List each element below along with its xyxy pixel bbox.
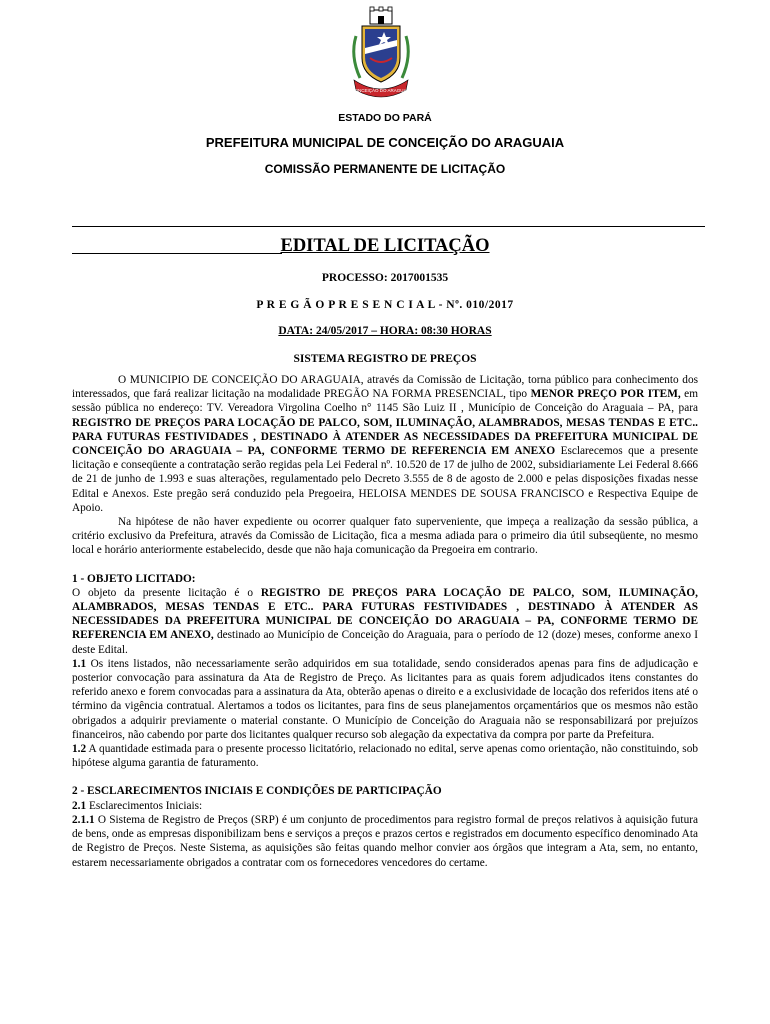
processo-number: PROCESSO: 2017001535 <box>321 272 449 284</box>
clause-2-1: 2.1 Esclarecimentos Iniciais: <box>72 799 203 812</box>
municipal-crest-logo <box>348 6 414 104</box>
session-date: DATA: 24/05/2017 – HORA: 08:30 HORAS <box>278 325 492 337</box>
pregao-number: P R E G Ã O P R E S E N C I A L - Nº. 010/2017 <box>256 299 514 311</box>
sistema-heading: SISTEMA REGISTRO DE PREÇOS <box>293 353 477 365</box>
prefeitura-name: PREFEITURA MUNICIPAL DE CONCEIÇÃO DO ARAGUAIA <box>205 135 565 150</box>
section-1-heading: 1 - OBJETO LICITADO: <box>72 572 196 585</box>
clause-1-2: 1.2 A quantidade estimada para o presente processo licitatório, relacionado no edital, serve apenas como orientação, não constituindo, sob hipótese alguma garantia de faturamento. <box>72 743 698 770</box>
clause-2-1-1: 2.1.1 O Sistema de Registro de Preços (SRP) é um conjunto de procedimentos para registro formal de preços relativos à aquisição futura de bens, onde as empresas disponibilizam bens e serviços a preços e prazos certos e registrados em documento específico denominado Ata de Registro de Preços. Neste Sistema, as aquisições são feitas quando melhor convier aos órgãos que integram a Ata, sem, no entanto, estarem necessariamente obrigados a contratar com os fornecedores vencedores do certame. <box>72 813 698 869</box>
header-divider <box>72 226 705 227</box>
document-title: EDITAL DE LICITAÇÃO <box>280 236 490 256</box>
state-name: ESTADO DO PARÁ <box>338 112 432 124</box>
document-body <box>72 373 698 870</box>
comissao-name: COMISSÃO PERMANENTE DE LICITAÇÃO <box>264 162 506 176</box>
postponement-paragraph: Na hipótese de não haver expediente ou ocorrer qualquer fato superveniente, que impeça a realização da sessão pública, a critério exclusivo da Prefeitura, através da Comissão de Licitação, fica a mesma adiada para o primeiro dia útil subseqüente, no mesmo local e horário anteriormente estabelecido, desde que não haja comunicação da Pregoeira em contrario. <box>72 516 698 557</box>
section-2-heading: 2 - ESCLARECIMENTOS INICIAIS E CONDIÇÕES DE PARTICIPAÇÃO <box>72 785 442 798</box>
svg-text:CONCEIÇÃO DO ARAGUAIA: CONCEIÇÃO DO ARAGUAIA <box>351 88 411 93</box>
section-1-object: O objeto da presente licitação é o REGISTRO DE PREÇOS PARA LOCAÇÃO DE PALCO, SOM, ILUMINAÇÃO, ALAMBRADOS, MESAS TENDAS E ETC.. PARA FUTURAS FESTIVIDADES , DESTINADO À ATENDER AS NECESSIDADES DA PREFEITURA MUNICIPAL DE CONCEIÇÃO DO ARAGUAIA – PA, CONFORME TERMO DE REFERENCIA EM ANEXO, destinado ao Município de Conceição do Araguaia, para o período de 12 (doze) meses, conforme anexo I deste Edital. <box>72 586 698 656</box>
crown-icon <box>370 7 392 24</box>
intro-paragraph: O MUNICIPIO DE CONCEIÇÃO DO ARAGUAIA, através da Comissão de Licitação, torna público para conhecimento dos interessados, que fará realizar licitação na modalidade PREGÃO NA FORMA PRESENCIAL, tipo MENOR PREÇO POR ITEM, em sessão pública no endereço: TV. Vereadora Virgolina Coelho n° 1145 São Luiz II , Município de Conceição do Araguaia – PA, para REGISTRO DE PREÇOS PARA LOCAÇÃO DE PALCO, SOM, ILUMINAÇÃO, ALAMBRADOS, MESAS TENDAS E ETC.. PARA FUTURAS FESTIVIDADES , DESTINADO À ATENDER AS NECESSIDADES DA PREFEITURA MUNICIPAL DE CONCEIÇÃO DO ARAGUAIA – PA, CONFORME TERMO DE REFERENCIA EM ANEXO Esclarecemos que a presente licitação e conseqüente a contratação serão regidas pela Lei Federal nº. 10.520 de 17 de julho de 2002, subsidiariamente Lei Federal 8.666 de 21 de junho de 1.993 e suas alterações, regulamentado pelo Decreto 3.555 de 8 de agosto de 2.000 e pelas disposições fixadas nesse Edital e Anexos. Este pregão será conduzido pela Pregoeira, HELOISA MENDES DE SOUSA FRANCISCO e Respectiva Equipe de Apoio. <box>72 374 699 514</box>
clause-1-1: 1.1 Os itens listados, não necessariamente serão adquiridos em sua totalidade, sendo considerados apenas para fins de adjudicação e posterior convocação para assinatura da Ata de Registro de Preço. As licitantes para as quais forem adjudicados itens constantes do referido anexo e forem convocadas para a assinatura da Ata, obterão apenas o direito e a exclusividade de locação dos referidos itens até o término da vigência contratual. Alertamos a todos os licitantes, para fins de seus planejamentos orçamentários que os mesmos não estão obrigados a adquirir previamente o material constante. O Município de Conceição do Araguaia não se responsabilizará por prejuízos financeiros, não cabendo por parte dos licitantes qualquer recurso sob alegação da expectativa da compra por parte da Prefeitura. <box>72 657 698 741</box>
